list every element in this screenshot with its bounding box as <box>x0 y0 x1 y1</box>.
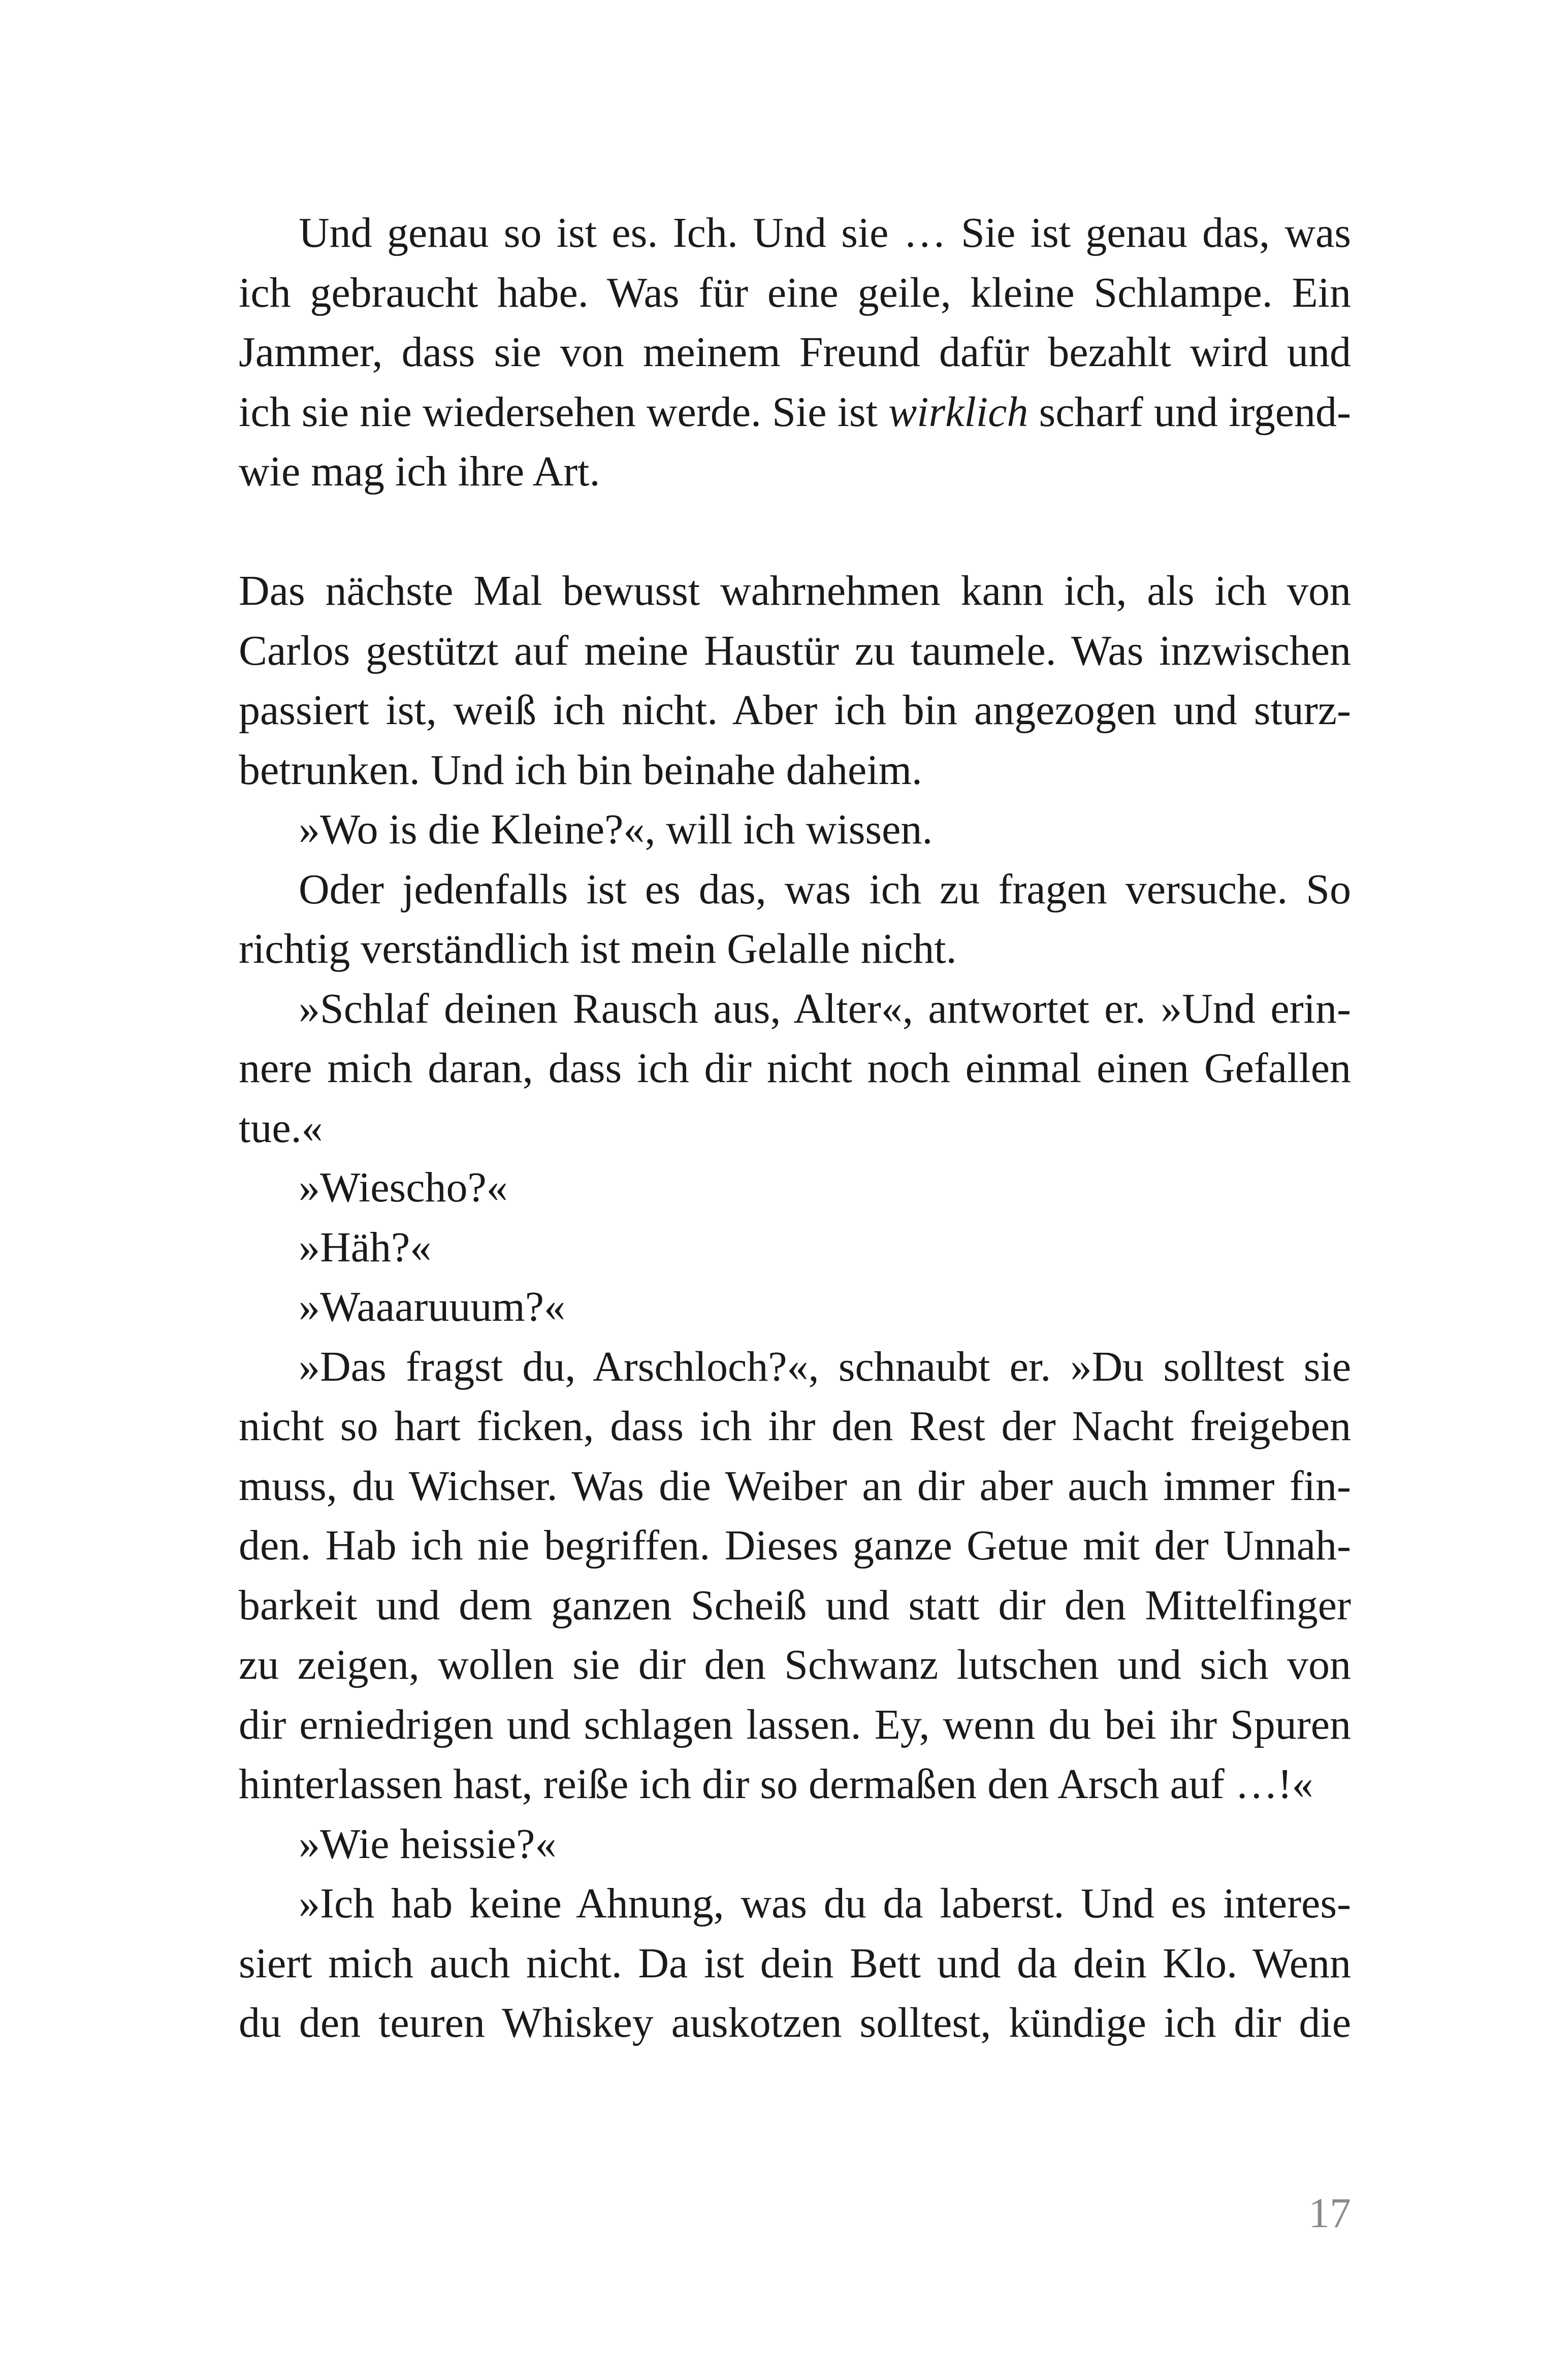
text-segment: ich sie nie wiedersehen werde. Sie ist <box>239 388 889 436</box>
text-line: den. Hab ich nie begriffen. Dieses ganze Getue mit der Unnah- <box>239 1522 1351 1569</box>
text-line: wie mag ich ihre Art. <box>239 448 600 495</box>
text-line: dir erniedrigen und schlagen lassen. Ey, wenn du bei ihr Spuren <box>239 1701 1351 1748</box>
text-line: Oder jedenfalls ist es das, was ich zu fragen versuche. So <box>299 865 1351 913</box>
text-line: Und genau so ist es. Ich. Und sie … Sie ist genau das, was <box>299 209 1351 256</box>
text-line: »Ich hab keine Ahnung, was du da laberst. Und es interes- <box>299 1880 1351 1927</box>
text-line: nere mich daran, dass ich dir nicht noch einmal einen Gefallen <box>239 1045 1351 1092</box>
text-line: betrunken. Und ich bin beinahe daheim. <box>239 746 922 794</box>
text-line: richtig verständlich ist mein Gelalle nicht. <box>239 925 957 972</box>
text-line: Carlos gestützt auf meine Haustür zu taumele. Was inzwischen <box>239 627 1351 674</box>
section-break <box>239 502 1351 562</box>
text-line: ich gebraucht habe. Was für eine geile, kleine Schlampe. Ein <box>239 269 1351 316</box>
text-line: »Waaaruuum?« <box>299 1283 565 1330</box>
text-line: »Schlaf deinen Rausch aus, Alter«, antwortet er. »Und erin- <box>299 985 1351 1032</box>
text-line: passiert ist, weiß ich nicht. Aber ich bin angezogen und sturz- <box>239 687 1351 734</box>
text-segment: scharf und irgend- <box>1028 388 1351 436</box>
page-number: 17 <box>1308 2190 1351 2237</box>
text-line: zu zeigen, wollen sie dir den Schwanz lutschen und sich von <box>239 1641 1351 1688</box>
text-line: »Wo is die Kleine?«, will ich wissen. <box>299 806 933 853</box>
text-line: »Häh?« <box>299 1223 432 1271</box>
text-line: Jammer, dass sie von meinem Freund dafür bezahlt wird und <box>239 329 1351 376</box>
text-line: »Wiescho?« <box>299 1164 508 1211</box>
text-line: barkeit und dem ganzen Scheiß und statt dir den Mittelfinger <box>239 1581 1351 1629</box>
text-line: muss, du Wichser. Was die Weiber an dir aber auch immer fin- <box>239 1462 1351 1510</box>
body-text <box>239 203 1351 2053</box>
text-line: Das nächste Mal bewusst wahrnehmen kann ich, als ich von <box>239 567 1351 614</box>
text-line: »Das fragst du, Arschloch?«, schnaubt er. »Du solltest sie <box>299 1343 1351 1390</box>
text-line: tue.« <box>239 1104 323 1152</box>
text-line: »Wie heissie?« <box>299 1820 557 1868</box>
text-line: du den teuren Whiskey auskotzen solltest, kündige ich dir die <box>239 1999 1351 2046</box>
text-line: nicht so hart ficken, dass ich ihr den Rest der Nacht freigeben <box>239 1403 1351 1450</box>
text-line: siert mich auch nicht. Da ist dein Bett und da dein Klo. Wenn <box>239 1939 1351 1987</box>
emphasized-word: wirklich <box>888 388 1029 436</box>
text-line <box>239 382 1351 442</box>
text-line: hinterlassen hast, reiße ich dir so dermaßen den Arsch auf …!« <box>239 1760 1313 1808</box>
